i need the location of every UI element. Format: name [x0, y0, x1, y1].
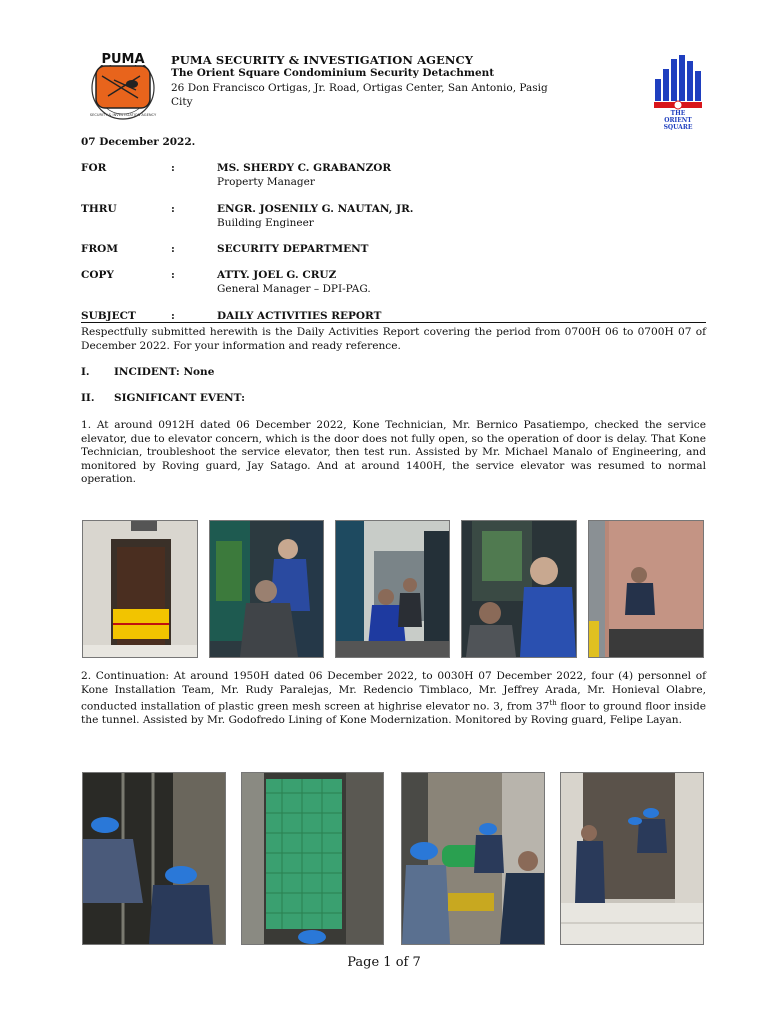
copy-label: COPY	[81, 269, 114, 281]
event-2-superscript: th	[549, 699, 557, 708]
copy-name: ATTY. JOEL G. CRUZ	[217, 269, 337, 281]
event-2-text-start: 2. Continuation: At around 1950H dated 06 December 2022, to 0030H 07 December 2022, four (4) personnel of Kone Installation Team, Mr. Rudy Paralejas, Mr. Redencio Timblaco, Mr. Jeffrey Arada, Mr. Honieval Olabre, conducted installation of plastic green mesh screen at highrise elevator no. 3, from 37	[81, 670, 706, 713]
svg-text:ORIENT: ORIENT	[664, 117, 692, 124]
subject-name: DAILY ACTIVITIES REPORT	[217, 310, 382, 322]
photo-technician-panel	[209, 520, 324, 658]
svg-text:SECURITY & INVESTIGATION AGENC: SECURITY & INVESTIGATION AGENCY	[89, 113, 157, 117]
thru-name: ENGR. JOSENILY G. NAUTAN, JR.	[217, 203, 414, 215]
photo-installation-team-tunnel	[82, 772, 226, 945]
photo-technicians-kneeling	[335, 520, 450, 658]
event-2-paragraph	[81, 670, 706, 728]
section-incident-title: INCIDENT: None	[114, 366, 215, 378]
event-2-text-end: floor to ground floor inside the tunnel. Assisted by Mr. Godofredo Lining of Kone Modernization. Monitored by Roving guard, Felipe Layan.	[81, 700, 706, 727]
photo-technician-inspection	[461, 520, 577, 658]
thru-label: THRU	[81, 203, 117, 215]
copy-title: General Manager – DPI-PAG.	[217, 283, 371, 295]
from-name: SECURITY DEPARTMENT	[217, 243, 369, 255]
for-label: FOR	[81, 162, 107, 174]
agency-address: 26 Don Francisco Ortigas, Jr. Road, Ortigas Center, San Antonio, Pasig City	[171, 82, 548, 108]
subject-label: SUBJECT	[81, 310, 136, 322]
for-title: Property Manager	[217, 176, 315, 188]
thru-title: Building Engineer	[217, 217, 314, 229]
section-event-title: SIGNIFICANT EVENT:	[114, 392, 245, 404]
section-incident	[81, 366, 214, 378]
for-name: MS. SHERDY C. GRABANZOR	[217, 162, 392, 174]
svg-text:SQUARE: SQUARE	[663, 124, 693, 131]
from-label: FROM	[81, 243, 118, 255]
svg-text:PUMA: PUMA	[101, 52, 145, 67]
section-incident-number: I.	[81, 366, 90, 378]
photo-team-loading-mesh	[401, 772, 545, 945]
page-number: Page 1 of 7	[347, 955, 421, 970]
photo-elevator-landing-team	[560, 772, 704, 945]
puma-agency-logo	[80, 50, 166, 120]
for-colon: :	[171, 162, 175, 174]
photo-elevator-car-interior	[588, 520, 704, 658]
orient-square-logo	[651, 53, 707, 131]
svg-text:THE: THE	[670, 110, 686, 117]
section-event-number: II.	[81, 392, 95, 404]
photo-elevator-doorway	[82, 520, 198, 658]
subject-rule	[81, 322, 706, 323]
from-colon: :	[171, 243, 175, 255]
subject-colon: :	[171, 310, 175, 322]
copy-colon: :	[171, 269, 175, 281]
event-1-paragraph: 1. At around 0912H dated 06 December 2022, Kone Technician, Mr. Bernico Pasatiempo, checked the service elevator, due to elevator concern, which is the door does not fully open, so the operation of door is delay. That Kone Technician, troubleshoot the service elevator, then test run. Assisted by Mr. Michael Manalo of Engineering, and monitored by Roving guard, Jay Satago. And at around 1400H, the service elevator was resumed to normal operation.	[81, 419, 706, 486]
agency-name: PUMA SECURITY & INVESTIGATION AGENCY	[171, 53, 474, 67]
report-date: 07 December 2022.	[81, 136, 196, 148]
intro-paragraph: Respectfully submitted herewith is the Daily Activities Report covering the period from 0700H 06 to 0700H 07 of December 2022. For your information and ready reference.	[81, 326, 706, 352]
thru-colon: :	[171, 203, 175, 215]
photo-green-mesh-screen	[241, 772, 384, 945]
section-significant-event	[81, 392, 245, 404]
detachment-name: The Orient Square Condominium Security Detachment	[171, 67, 495, 79]
